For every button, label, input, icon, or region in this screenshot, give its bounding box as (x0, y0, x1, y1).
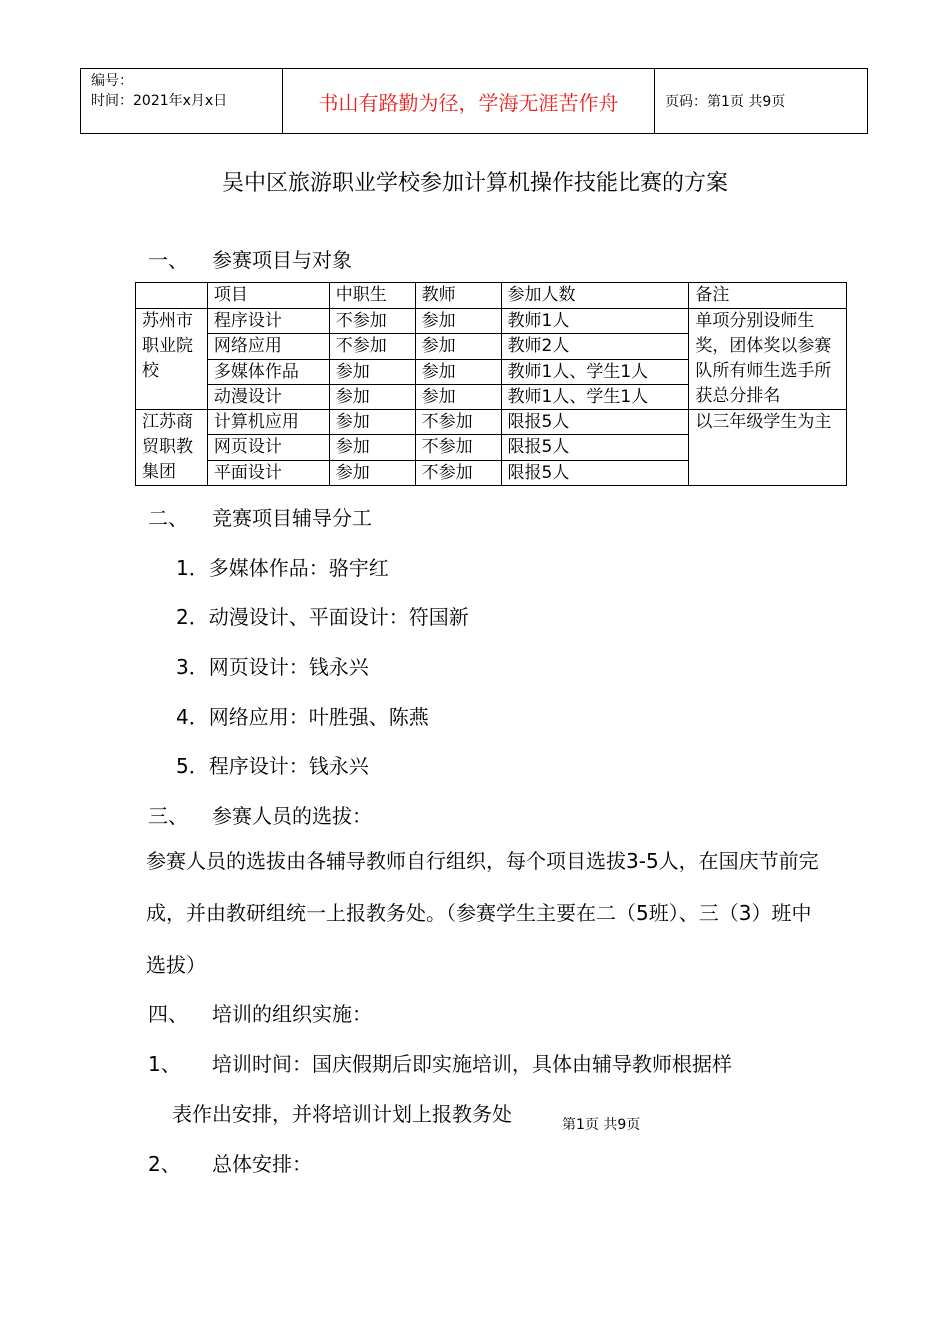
table-cell: 多媒体作品 (207, 359, 329, 384)
table-header-cell: 教师 (415, 283, 501, 309)
list-item: 3．网页设计：钱永兴 (176, 655, 369, 679)
table-cell: 动漫设计 (207, 384, 329, 409)
section-heading-3 (148, 800, 372, 829)
table-cell: 不参加 (329, 334, 415, 359)
header-motto: 书山有路勤为径，学海无涯苦作舟 (283, 69, 655, 133)
table-cell: 参加 (415, 334, 501, 359)
item-text: 总体安排： (212, 1152, 312, 1176)
table-cell: 教师1人、学生1人 (501, 384, 689, 409)
table-cell: 参加 (329, 384, 415, 409)
table-cell: 限报5人 (501, 460, 689, 485)
table-cell: 参加 (415, 359, 501, 384)
table-row (136, 309, 847, 334)
table-cell: 不参加 (415, 410, 501, 435)
time-label: 时间：2021年x月x日 (91, 93, 228, 109)
list-item: 1．多媒体作品：骆宇红 (176, 556, 389, 580)
item-text: 培训时间：国庆假期后即实施培训，具体由辅导教师根据样 (212, 1052, 732, 1076)
section-heading-4 (148, 998, 372, 1027)
table-row (136, 410, 847, 435)
code-label: 编号： (91, 73, 133, 89)
selection-paragraph: 参赛人员的选拔由各辅导教师自行组织，每个项目选拔3-5人，在国庆节前完成，并由教研组统一上报教务处。（参赛学生主要在二（5班）、三（3）班中选拔） (146, 849, 819, 977)
document-title: 吴中区旅游职业学校参加计算机操作技能比赛的方案 (221, 171, 728, 196)
list-item: 5．程序设计：钱永兴 (176, 754, 369, 778)
table-header-cell: 备注 (689, 283, 847, 309)
table-header-cell: 项目 (207, 283, 329, 309)
table-cell: 网络应用 (207, 334, 329, 359)
table-cell: 平面设计 (207, 460, 329, 485)
section-heading-2 (148, 502, 372, 531)
note-cell: 单项分别设师生奖，团体奖以参赛队所有师生选手所获总分排名 (689, 309, 847, 410)
training-item-1-continued: 表作出安排，并将培训计划上报教务处 (172, 1102, 512, 1126)
section-number: 三、 (148, 804, 188, 828)
list-item: 4．网络应用：叶胜强、陈燕 (176, 705, 429, 729)
note-cell: 以三年级学生为主 (689, 410, 847, 486)
page-footer: 第1页 共9页 (562, 1117, 641, 1133)
item-number: 2、 (148, 1152, 181, 1176)
table-cell: 限报5人 (501, 435, 689, 460)
table-cell: 不参加 (415, 435, 501, 460)
item-number: 1、 (148, 1052, 181, 1076)
table-cell: 不参加 (415, 460, 501, 485)
header-page-info: 页码：第1页 共9页 (665, 94, 786, 110)
section-heading-1 (148, 244, 352, 273)
table-cell: 参加 (329, 410, 415, 435)
section-title: 竞赛项目辅导分工 (212, 506, 372, 530)
training-item-2 (148, 1148, 312, 1177)
table-cell: 计算机应用 (207, 410, 329, 435)
group-cell: 苏州市职业院校 (136, 309, 208, 410)
document-header (80, 68, 868, 134)
section-number: 四、 (148, 1002, 188, 1026)
section-number: 二、 (148, 506, 188, 530)
group-cell: 江苏商贸职教集团 (136, 410, 208, 486)
table-cell: 不参加 (329, 309, 415, 334)
table-cell: 参加 (415, 309, 501, 334)
section-number: 一、 (148, 248, 188, 272)
table-cell: 限报5人 (501, 410, 689, 435)
table-header-cell: 中职生 (329, 283, 415, 309)
table-cell: 教师1人 (501, 309, 689, 334)
table-cell: 教师2人 (501, 334, 689, 359)
section-title: 培训的组织实施： (212, 1002, 372, 1026)
list-item: 2．动漫设计、平面设计：符国新 (176, 605, 469, 629)
table-header-cell: 参加人数 (501, 283, 689, 309)
table-cell: 教师1人、学生1人 (501, 359, 689, 384)
training-item-1 (148, 1048, 732, 1077)
table-cell: 参加 (329, 359, 415, 384)
table-cell: 程序设计 (207, 309, 329, 334)
projects-table (135, 282, 847, 486)
table-cell: 参加 (415, 384, 501, 409)
header-meta (81, 69, 283, 133)
table-header-row (136, 283, 847, 309)
table-header-cell (136, 283, 208, 309)
table-cell: 参加 (329, 435, 415, 460)
table-cell: 网页设计 (207, 435, 329, 460)
table-cell: 参加 (329, 460, 415, 485)
section-title: 参赛项目与对象 (212, 248, 352, 272)
section-title: 参赛人员的选拔： (212, 804, 372, 828)
